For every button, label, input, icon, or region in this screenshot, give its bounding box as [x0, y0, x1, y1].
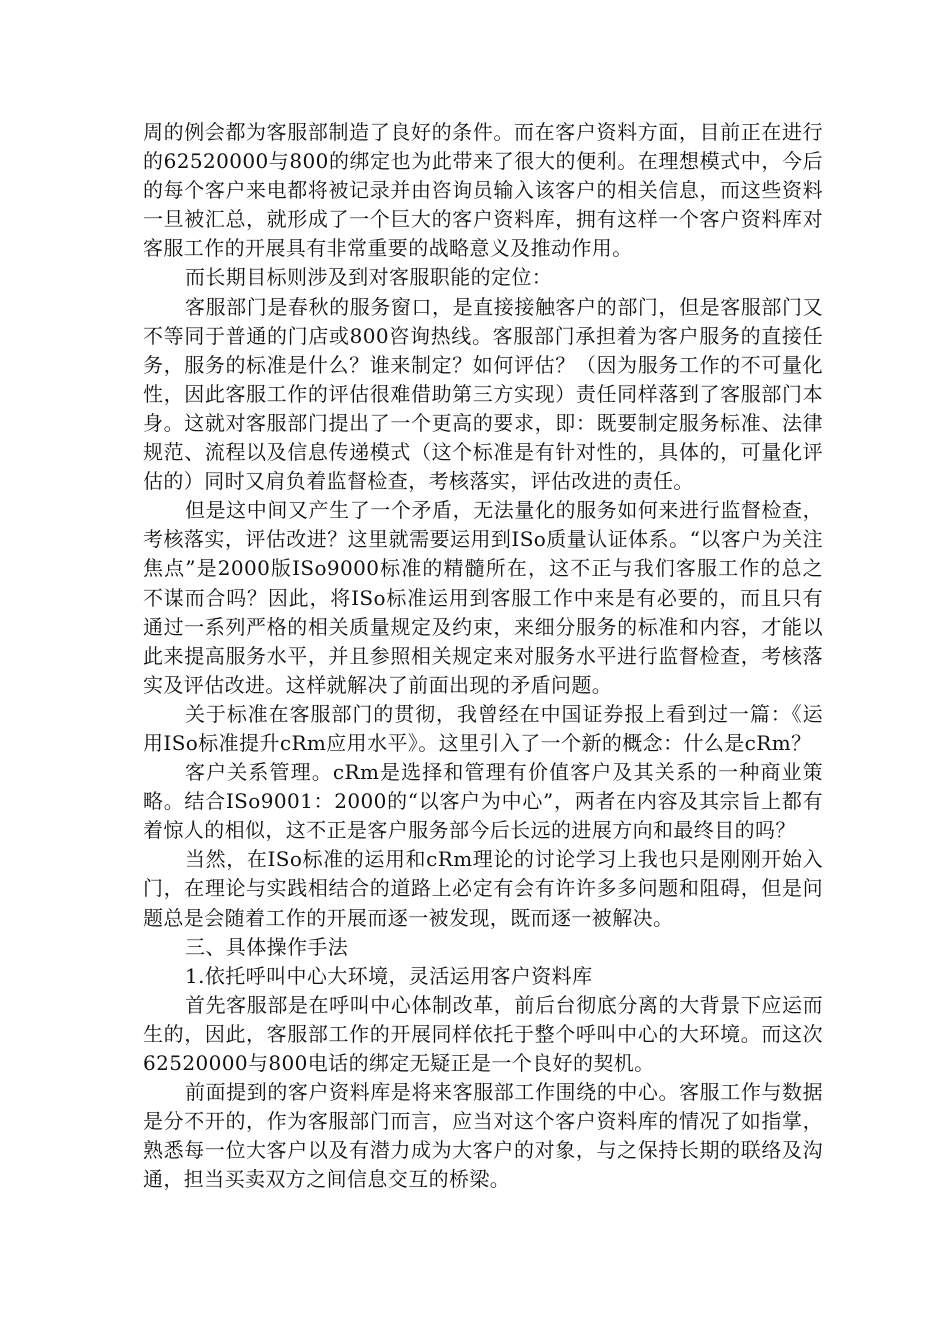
paragraph: 关于标准在客服部门的贯彻，我曾经在中国证券报上看到过一篇：《运用ISo标准提升cRm应用水平》。这里引入了一个新的概念：什么是cRm？ [143, 701, 823, 755]
paragraph: 当然，在ISo标准的运用和cRm理论的讨论学习上我也只是刚刚开始入门，在理论与实践相结合的道路上必定有会有许许多多问题和阻碍，但是问题总是会随着工作的开展而逐一被发现，既而逐一被解决。 [143, 847, 823, 930]
subsection-heading: 1.依托呼叫中心大环境，灵活运用客户资料库 [185, 963, 593, 988]
paragraph: 周的例会都为客服部制造了良好的条件。而在客户资料方面，目前正在进行的62520000与800的绑定也为此带来了很大的便利。在理想模式中，今后的每个客户来电都将被记录并由咨询员输入该客户的相关信息，而这些资料一旦被汇总，就形成了一个巨大的客户资料库，拥有这样一个客户资料库对客服工作的开展具有非常重要的战略意义及推动作用。 [143, 120, 823, 261]
paragraph: 首先客服部是在呼叫中心体制改革，前后台彻底分离的大背景下应运而生的，因此，客服部工作的开展同样依托于整个呼叫中心的大环境。而这次62520000与800电话的绑定无疑正是一个良好的契机。 [143, 992, 823, 1075]
paragraph: 而长期目标则涉及到对客服职能的定位： [185, 265, 553, 290]
paragraph: 客户关系管理。cRm是选择和管理有价值客户及其关系的一种商业策略。结合ISo9001：2000的“以客户为中心”，两者在内容及其宗旨上都有着惊人的相似，这不正是客户服务部今后长远的进展方向和最终目的吗？ [143, 760, 823, 843]
paragraph: 前面提到的客户资料库是将来客服部工作围绕的中心。客服工作与数据是分不开的，作为客服部门而言，应当对这个客户资料库的情况了如指掌，熟悉每一位大客户以及有潜力成为大客户的对象，与之保持长期的联络及沟通，担当买卖双方之间信息交互的桥梁。 [143, 1080, 823, 1192]
paragraph: 客服部门是春秋的服务窗口，是直接接触客户的部门，但是客服部门又不等同于普通的门店或800咨询热线。客服部门承担着为客户服务的直接任务，服务的标准是什么？谁来制定？如何评估？（因为服务工作的不可量化性，因此客服工作的评估很难借助第三方实现）责任同样落到了客服部门本身。这就对客服部门提出了一个更高的要求，即：既要制定服务标准、法律规范、流程以及信息传递模式（这个标准是有针对性的，具体的，可量化评估的）同时又肩负着监督检查，考核落实，评估改进的责任。 [143, 294, 823, 494]
paragraph: 但是这中间又产生了一个矛盾，无法量化的服务如何来进行监督检查，考核落实，评估改进？这里就需要运用到ISo质量认证体系。“以客户为关注焦点”是2000版ISo9000标准的精髓所在，这不正与我们客服工作的总之不谋而合吗？因此，将ISo标准运用到客服工作中来是有必要的，而且只有通过一系列严格的相关质量规定及约束，来细分服务的标准和内容，才能以此来提高服务水平，并且参照相关规定来对服务水平进行监督检查，考核落实及评估改进。这样就解决了前面出现的矛盾问题。 [143, 498, 823, 697]
document-body [143, 118, 823, 1194]
section-heading: 三、具体操作手法 [185, 934, 349, 959]
